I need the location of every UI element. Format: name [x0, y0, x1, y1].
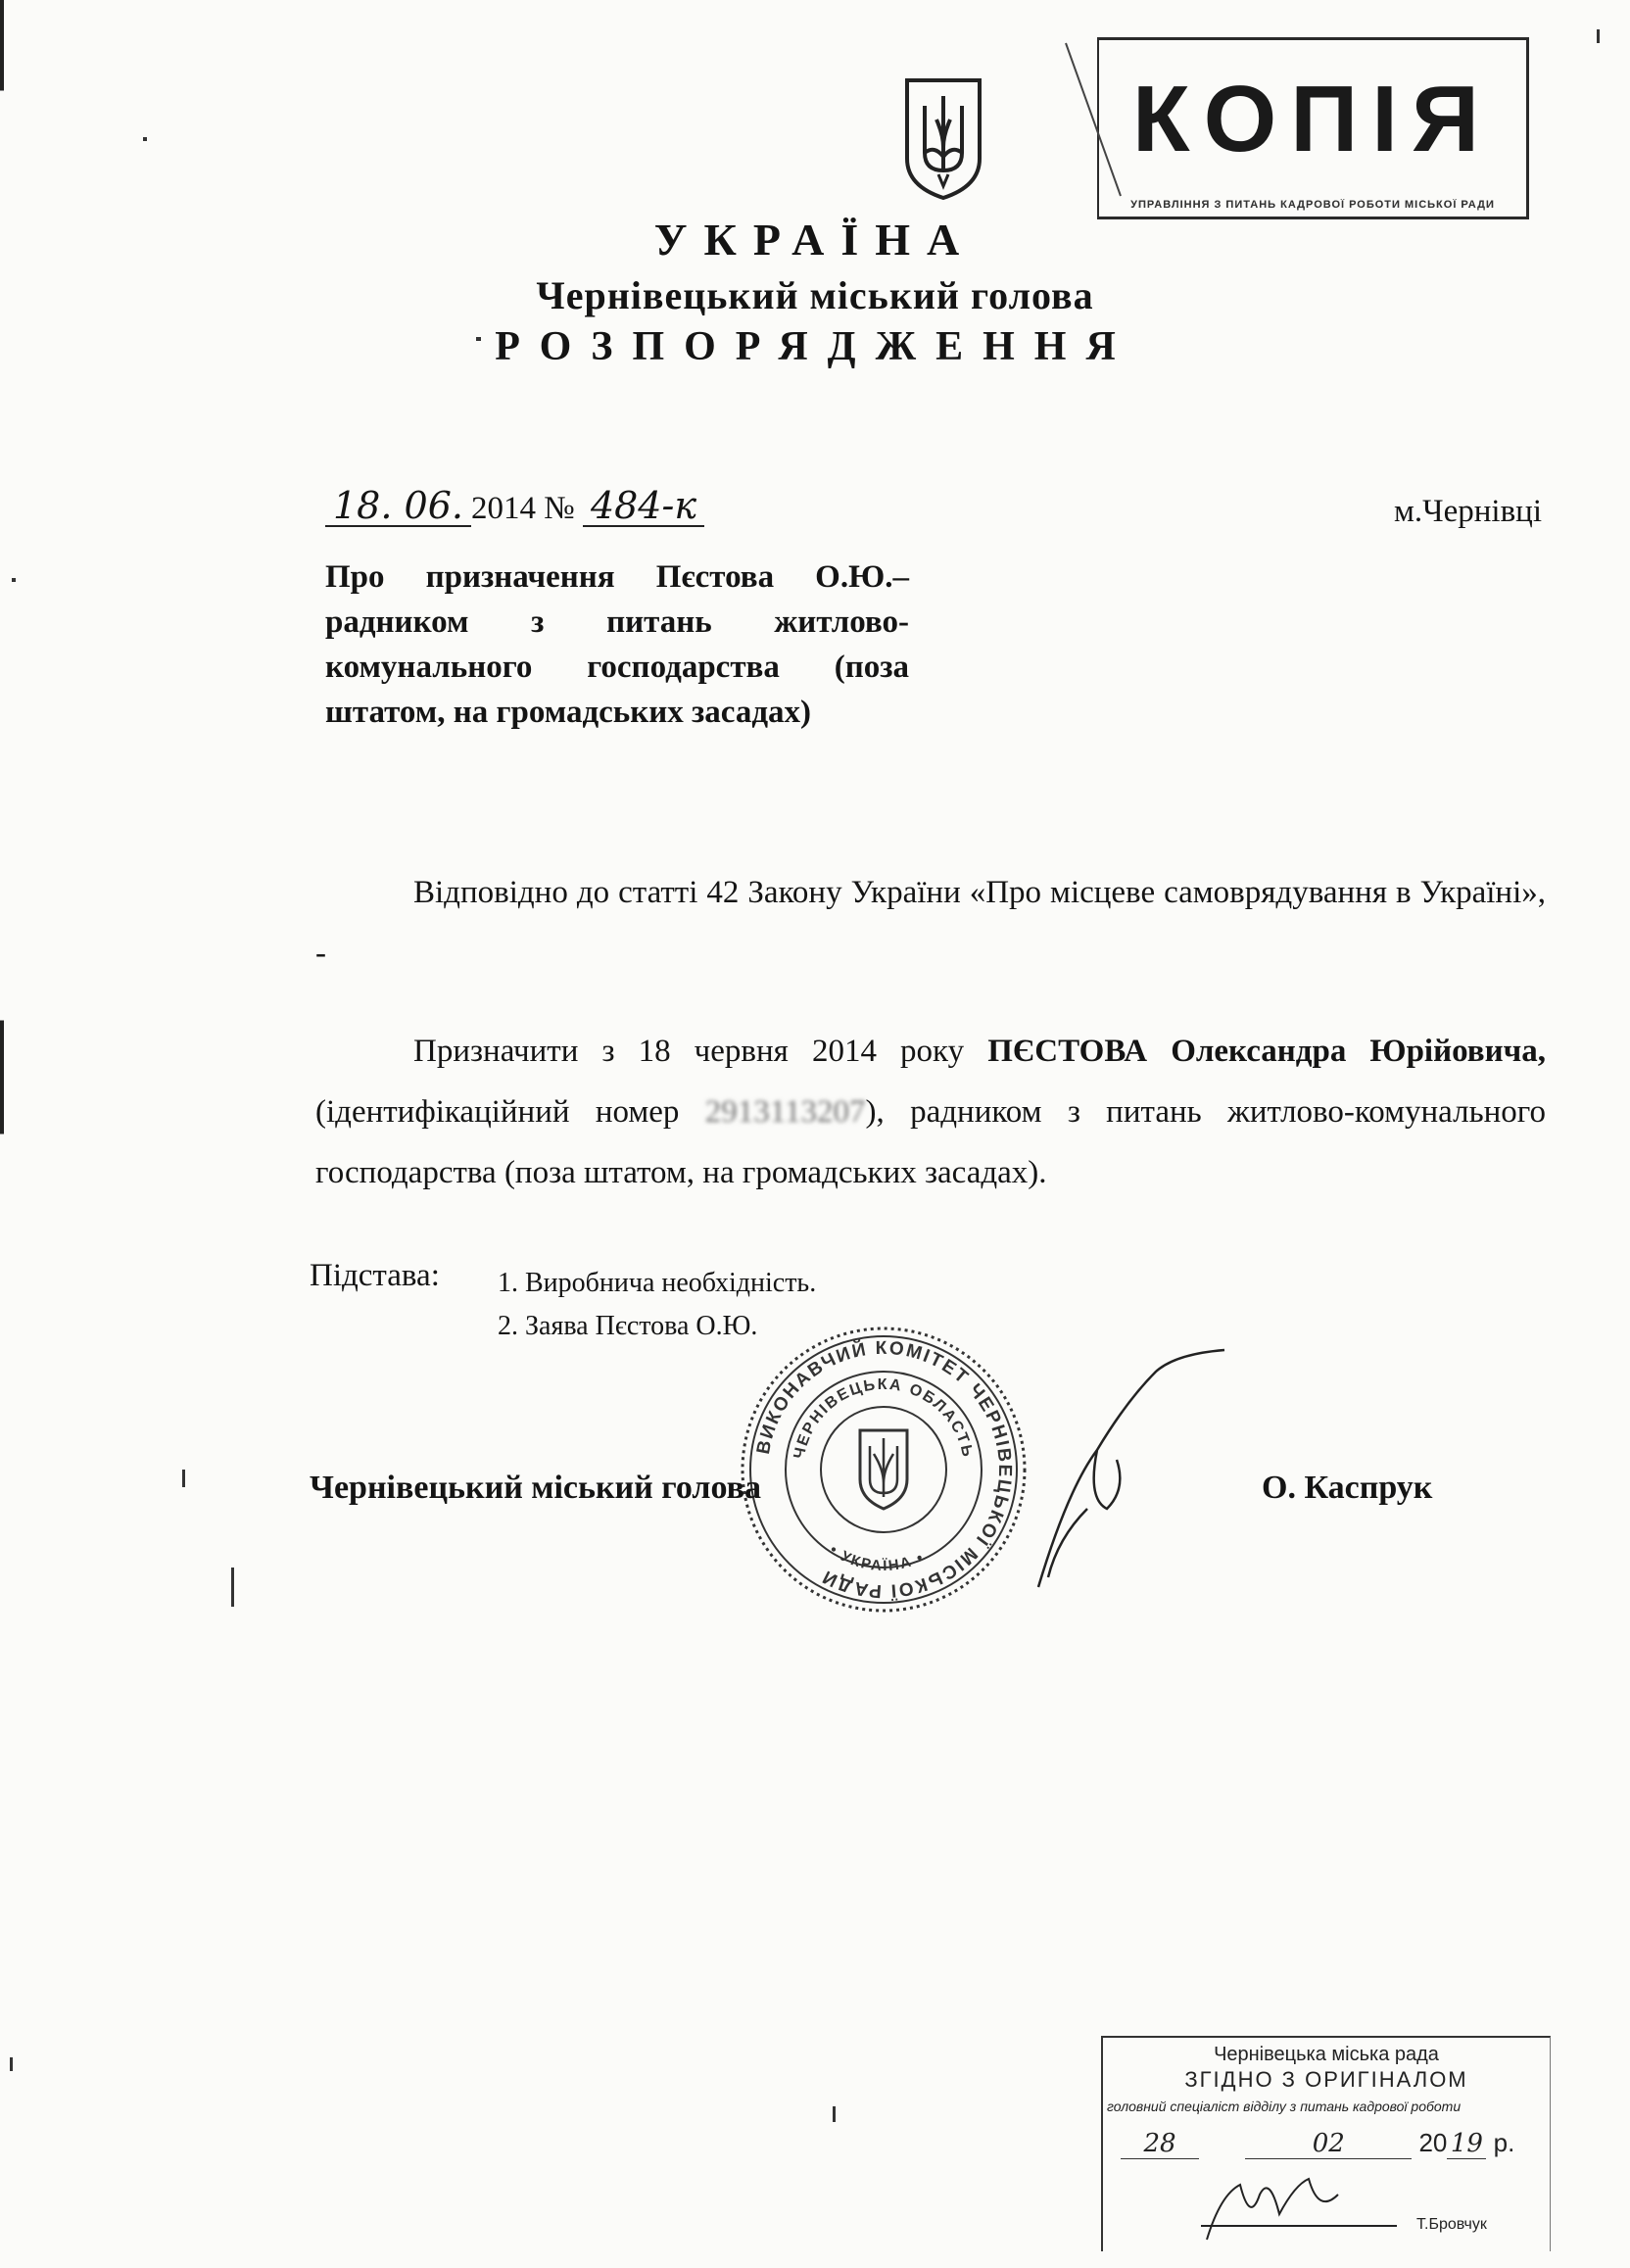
seal-outer-text: ВИКОНАВЧИЙ КОМІТЕТ ЧЕРНІВЕЦЬКОЇ МІСЬКОЇ РАДИ	[752, 1337, 1016, 1602]
signatory-title: Чернівецький міський голова	[310, 1470, 761, 1506]
subject-block: Про призначення Пєстова О.Ю.– радником з питань житлово-комунального господарства (поза штатом, на громадських засадах)	[325, 559, 909, 730]
basis-item: 1. Виробнича необхідність.	[498, 1268, 817, 1298]
cert-title: ЗГІДНО З ОРИГІНАЛОМ	[1184, 2067, 1468, 2092]
redacted-id: 2913113207	[704, 1094, 866, 1130]
stamp-edge-line	[1062, 39, 1130, 206]
scan-speck	[12, 578, 16, 582]
seal-bottom-text: • УКРАЇНА •	[826, 1541, 928, 1575]
cert-year-suffix: 19	[1447, 2129, 1486, 2159]
basis-item: 2. Заява Пєстова О.Ю.	[498, 1311, 758, 1341]
appointment-start: Призначити з 18 червня 2014 року	[413, 1034, 988, 1069]
scan-speck	[182, 1470, 185, 1487]
scan-speck	[143, 137, 147, 141]
cert-name: Т.Бровчук	[1416, 2216, 1487, 2233]
appointment-mid: (ідентифікаційний номер	[315, 1094, 705, 1130]
signatory-name: О. Каспрук	[1262, 1470, 1433, 1506]
cert-date	[1121, 2128, 1532, 2159]
basis-label: Підстава:	[310, 1258, 440, 1293]
copy-stamp	[1097, 37, 1529, 219]
certification-stamp	[1101, 2036, 1551, 2251]
handwritten-number: 484-к	[583, 486, 704, 527]
copy-stamp-subtext: УПРАВЛІННЯ З ПИТАНЬ КАДРОВОЇ РОБОТИ МІСЬКОЇ РАДИ	[1103, 199, 1522, 213]
cert-month: 02	[1245, 2129, 1412, 2159]
appointment-paragraph	[315, 1021, 1546, 1203]
scan-speck	[476, 337, 481, 341]
scan-speck	[10, 2057, 13, 2071]
cert-year-unit: р.	[1493, 2128, 1515, 2157]
city-text: м.Чернівці	[1394, 494, 1542, 529]
cert-org: Чернівецька міська рада	[1214, 2044, 1439, 2065]
appointment-end: ), радником з питань житлово-комунального господарства (поза штатом, на громадських засадах).	[315, 1094, 1546, 1190]
coat-of-arms-icon	[901, 76, 985, 202]
cert-signature	[1201, 2165, 1397, 2244]
appointee-name: ПЄСТОВА Олександра Юрійовича,	[987, 1034, 1546, 1069]
document-type-heading: РОЗПОРЯДЖЕННЯ	[495, 324, 1135, 369]
cert-year-prefix: 20	[1418, 2128, 1448, 2157]
cert-day: 28	[1121, 2129, 1199, 2159]
seal-inner-text: ЧЕРНІВЕЦЬКА ОБЛАСТЬ	[791, 1375, 977, 1461]
legal-basis-paragraph: Відповідно до статті 42 Закону України «Про місцеве самоврядування в Україні», -	[315, 875, 1546, 971]
year-text: 2014	[470, 491, 536, 526]
scan-speck	[231, 1568, 234, 1607]
number-sign: №	[544, 491, 575, 526]
handwritten-date: 18. 06.	[325, 486, 471, 527]
scan-edge	[0, 0, 4, 2268]
authority-heading: Чернівецький міський голова	[536, 273, 1094, 317]
scan-speck	[1597, 29, 1600, 43]
date-number-line	[325, 486, 704, 527]
copy-stamp-text: КОПІЯ	[1132, 67, 1493, 171]
scan-speck	[833, 2106, 836, 2122]
mayor-signature	[1029, 1342, 1264, 1597]
country-heading: УКРАЇНА	[653, 215, 977, 265]
svg-text:• УКРАЇНА •	[827, 1541, 928, 1574]
round-seal	[737, 1323, 1031, 1617]
cert-position: головний спеціаліст відділу з питань кадрової роботи	[1107, 2099, 1462, 2114]
